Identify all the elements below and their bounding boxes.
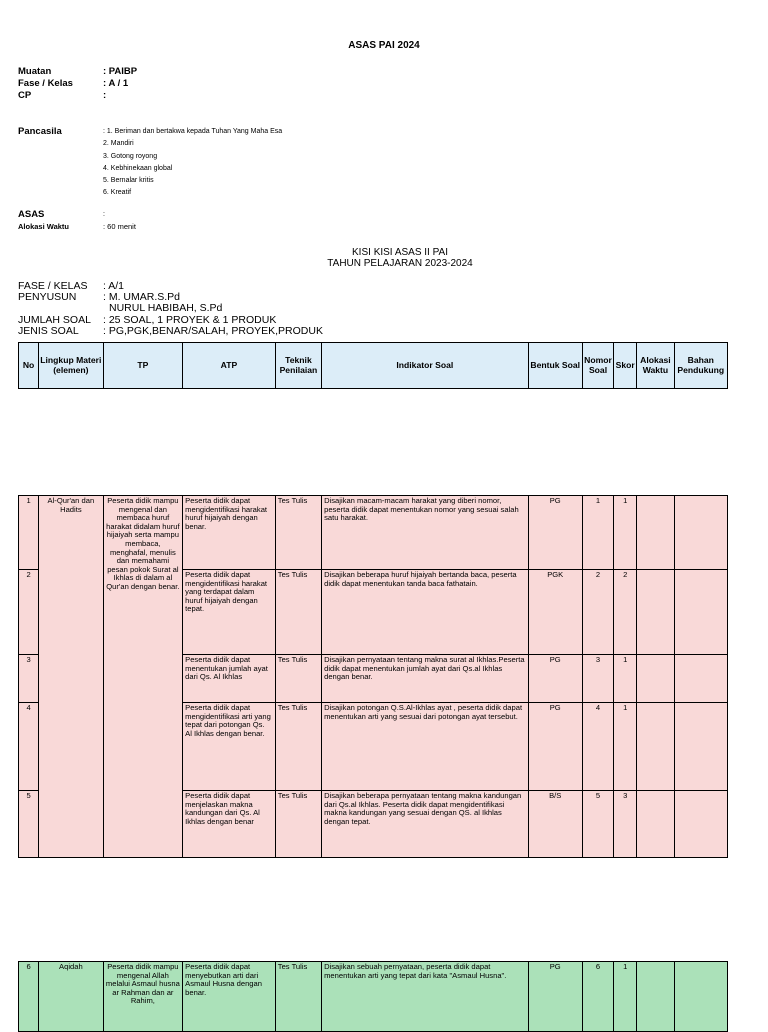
cell-nomor: 5 <box>582 791 613 858</box>
cell-nomor: 3 <box>582 655 613 703</box>
header-bahan: Bahan Pendukung <box>674 343 727 389</box>
header-lingkup: Lingkup Materi (elemen) <box>39 343 103 389</box>
cell-bahan <box>674 496 727 570</box>
cell-atp: Peserta didik dapat mengidentifikasi harakat yang terdapat dalam huruf hijaiyah dengan tepat. <box>183 570 276 655</box>
fase-kelas-label: FASE / KELAS <box>18 280 88 292</box>
cell-atp: Peserta didik dapat mengidentifikasi harakat huruf hijaiyah dengan benar. <box>183 496 276 570</box>
asas-label: ASAS <box>18 209 45 220</box>
cell-indikator: Disajikan macam-macam harakat yang diberi nomor, peserta didik dapat menentukan nomor yang sesuai salah satu harakat. <box>322 496 528 570</box>
cell-no: 2 <box>19 570 39 655</box>
cell-atp: Peserta didik dapat mengidentifikasi arti yang tepat dari potongan Qs. Al Ikhlas dengan benar. <box>183 703 276 791</box>
table-group-quran <box>18 495 728 858</box>
cell-teknik: Tes Tulis <box>275 962 321 1032</box>
cell-indikator: Disajikan sebuah pernyataan, peserta didik dapat menentukan arti yang tepat dari kata "Asmaul Husna". <box>322 962 528 1032</box>
cell-teknik: Tes Tulis <box>275 570 321 655</box>
header-skor: Skor <box>614 343 637 389</box>
cell-bentuk: PG <box>528 962 582 1032</box>
kisi-subtitle: TAHUN PELAJARAN 2023-2024 <box>327 258 473 269</box>
cell-alokasi <box>637 570 674 655</box>
meta-labels <box>18 281 91 337</box>
cell-atp: Peserta didik dapat menyebutkan arti dari Asmaul Husna dengan benar. <box>183 962 276 1032</box>
penyusun-label: PENYUSUN <box>18 291 77 304</box>
cell-skor: 1 <box>614 496 637 570</box>
cell-alokasi <box>637 655 674 703</box>
jenis-soal-value: : PG,PGK,BENAR/SALAH, PROYEK,PRODUK <box>103 324 323 337</box>
cell-indikator: Disajikan potongan Q.S.Al-Ikhlas ayat , peserta didik dapat menentukan arti yang sesuai dari potongan ayat tersebut. <box>322 703 528 791</box>
muatan-label: Muatan <box>18 66 52 77</box>
cell-skor: 3 <box>614 791 637 858</box>
fase-kelas-value: : A/1 <box>103 280 125 292</box>
cell-alokasi <box>637 496 674 570</box>
alokasi-value: : 60 menit <box>103 222 136 231</box>
header-tp: TP <box>103 343 183 389</box>
header-atp: ATP <box>183 343 276 389</box>
fase-label: Fase / Kelas <box>18 78 73 89</box>
cell-alokasi <box>637 962 674 1032</box>
alokasi-label: Alokasi Waktu <box>18 222 69 231</box>
jenis-soal-label: JENIS SOAL <box>18 324 79 337</box>
cell-alokasi <box>637 703 674 791</box>
header-nomor: Nomor Soal <box>582 343 613 389</box>
cell-tp: Peserta didik mampu mengenal dan membaca huruf harakat didalam huruf hijaiyah serta mampu membaca, menghafal, menulis dan memahami pesan pokok Surat al Ikhlas di dalam al Qur'an dengan benar. <box>103 496 183 858</box>
cell-no: 4 <box>19 703 39 791</box>
cell-skor: 1 <box>614 655 637 703</box>
cell-lingkup: Al-Qur'an dan Hadits <box>39 496 103 858</box>
header-bentuk: Bentuk Soal <box>528 343 582 389</box>
pancasila-item: 4. Kebhinekaan global <box>103 164 173 172</box>
cell-bahan <box>674 791 727 858</box>
cell-bentuk: PG <box>528 655 582 703</box>
cell-atp: Peserta didik dapat menentukan jumlah ayat dari Qs. Al Ikhlas <box>183 655 276 703</box>
cell-bentuk: PG <box>528 496 582 570</box>
cell-indikator: Disajikan pernyataan tentang makna surat al Ikhlas.Peserta didik dapat menentukan jumlah ayat dari Qs.al Ikhlas dengan benar. <box>322 655 528 703</box>
kisi-title: KISI KISI ASAS II PAI <box>352 247 448 258</box>
cell-nomor: 6 <box>582 962 613 1032</box>
pancasila-list <box>103 126 282 200</box>
cell-alokasi <box>637 791 674 858</box>
cell-bahan <box>674 655 727 703</box>
asas-value: : <box>103 211 105 218</box>
table-header <box>18 342 728 389</box>
fase-value: : A / 1 <box>103 78 129 89</box>
cell-bentuk: PGK <box>528 570 582 655</box>
header-teknik: Teknik Penilaian <box>275 343 321 389</box>
cell-nomor: 4 <box>582 703 613 791</box>
muatan-value: : PAIBP <box>103 66 138 77</box>
cell-skor: 1 <box>614 703 637 791</box>
cell-bahan <box>674 703 727 791</box>
jumlah-soal-label: JUMLAH SOAL <box>18 313 91 326</box>
cell-teknik: Tes Tulis <box>275 655 321 703</box>
pancasila-item: 5. Bernalar kritis <box>103 177 154 185</box>
cell-teknik: Tes Tulis <box>275 791 321 858</box>
cp-label: CP <box>18 90 32 101</box>
cell-lingkup: Aqidah <box>39 962 103 1032</box>
pancasila-item: : 1. Beriman dan bertakwa kepada Tuhan Yang Maha Esa <box>103 128 283 135</box>
pancasila-item: 2. Mandiri <box>103 140 134 148</box>
table-row <box>19 496 728 570</box>
cell-bahan <box>674 962 727 1032</box>
table-group-aqidah <box>18 961 728 1032</box>
cell-bentuk: PG <box>528 703 582 791</box>
pancasila-item: 3. Gotong royong <box>103 152 158 160</box>
penyusun-value-2: NURUL HABIBAH, S.Pd <box>109 302 223 315</box>
cp-value: : <box>103 90 107 101</box>
cell-no: 6 <box>19 962 39 1032</box>
cell-no: 1 <box>19 496 39 570</box>
header-indikator: Indikator Soal <box>322 343 528 389</box>
cell-indikator: Disajikan beberapa pernyataan tentang makna kandungan dari Qs.al Ikhlas. Peserta didik dapat mengidentifikasi makna kandungan yang sesuai dengan QS. al Ikhlas dengan tepat. <box>322 791 528 858</box>
document-title: ASAS PAI 2024 <box>348 40 420 51</box>
cell-skor: 2 <box>614 570 637 655</box>
cell-bahan <box>674 570 727 655</box>
cell-indikator: Disajikan beberapa huruf hijaiyah bertanda baca, peserta didik dapat menentukan tanda baca fathatain. <box>322 570 528 655</box>
penyusun-value: : M. UMAR.S.Pd <box>103 291 181 304</box>
cell-no: 5 <box>19 791 39 858</box>
cell-nomor: 1 <box>582 496 613 570</box>
table-row <box>19 962 728 1032</box>
header-alokasi: Alokasi Waktu <box>637 343 674 389</box>
jumlah-soal-value: : 25 SOAL, 1 PROYEK & 1 PRODUK <box>103 313 277 326</box>
cell-atp: Peserta didik dapat menjelaskan makna kandungan dari Qs. Al Ikhlas dengan benar <box>183 791 276 858</box>
cell-teknik: Tes Tulis <box>275 496 321 570</box>
cell-skor: 1 <box>614 962 637 1032</box>
cell-nomor: 2 <box>582 570 613 655</box>
cell-teknik: Tes Tulis <box>275 703 321 791</box>
cell-no: 3 <box>19 655 39 703</box>
header-no: No <box>19 343 39 389</box>
pancasila-label: Pancasila <box>18 126 62 137</box>
meta-values <box>103 281 323 337</box>
cell-tp: Peserta didik mampu mengenal Allah melalui Asmaul husna ar Rahman dan ar Rahim, <box>103 962 183 1032</box>
cell-bentuk: B/S <box>528 791 582 858</box>
pancasila-item: 6. Kreatif <box>103 189 132 197</box>
